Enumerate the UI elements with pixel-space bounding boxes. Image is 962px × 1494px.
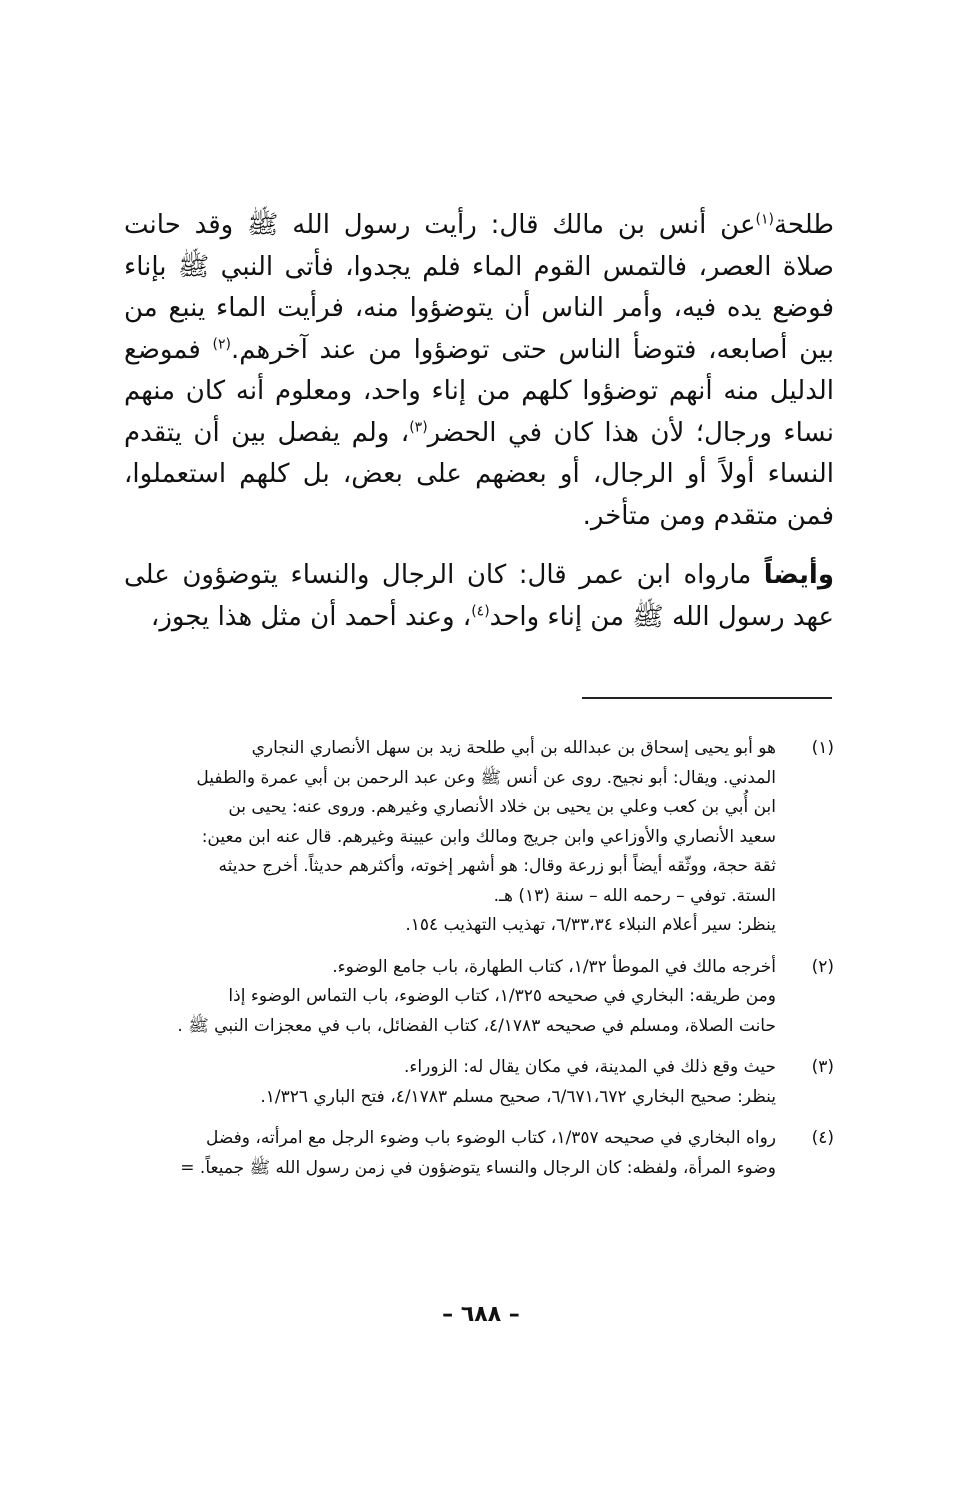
footnote-line: حانت الصلاة، ومسلم في صحيحه ٤/١٧٨٣، كتاب الفضائل، باب في معجزات النبي ﷺ . [177, 1015, 776, 1036]
footnote-line: ابن أُبي بن كعب وعلي بن يحيى بن خلاد الأنصاري وغيرهم. وروى عنه: يحيى بن [228, 797, 776, 817]
footnote-line: حيث وقع ذلك في المدينة، في مكان يقال له: الزوراء. [404, 1057, 776, 1077]
footnote-line: المدني. ويقال: أبو نجيح. روى عن أنس ﷺ وعن عبد الرحمن بن أبي عمرة والطفيل [196, 767, 776, 788]
footnote-separator [582, 697, 832, 699]
footnote-line: ومن طريقه: البخاري في صحيحه ١/٣٢٥، كتاب الوضوء، باب التماس الوضوء إذا [228, 986, 776, 1006]
footnote-2 [124, 953, 834, 1042]
lead-word: وأيضاً [763, 560, 834, 590]
footnotes [124, 734, 834, 1195]
footnote-number: (٤) [811, 1128, 834, 1148]
footnote-ref-4: (٤) [471, 602, 490, 619]
footnote-line: الستة. توفي – رحمه الله – سنة (١٣) هـ. [493, 885, 776, 906]
footnote-1 [124, 734, 834, 941]
footnote-line: ينظر: سير أعلام النبلاء ٦/٣٣،٣٤، تهذيب التهذيب ١٥٤. [405, 915, 776, 935]
footnote-number: (١) [811, 738, 834, 758]
footnote-line: هو أبو يحيى إسحاق بن عبدالله بن أبي طلحة زيد بن سهل الأنصاري النجاري [251, 738, 776, 758]
text-run: فموضع الدليل منه أنهم توضؤوا كلهم من إناء واحد، ومعلوم أنه كان منهم نساء ورجال؛ لأن هذا كان في الحضر [124, 334, 834, 448]
text-run: مارواه ابن عمر قال: كان الرجال والنساء يتوضؤون على عهد رسول الله ﷺ من إناء واحد [124, 560, 834, 632]
text-run: عن أنس بن مالك قال: رأيت رسول الله ﷺ وقد حانت صلاة العصر، فالتمس القوم الماء فلم يجدوا، فأتى النبي ﷺ بإناء فوضع يده فيه، وأمر الناس أن يتوضؤوا منه، فرأيت الماء ينبع من بين أصابعه، فتوضأ الناس حتى توضؤوا من عند آخرهم. [124, 210, 835, 365]
footnote-ref-2: (٢) [212, 335, 231, 352]
footnote-line: ينظر: صحيح البخاري ٦/٦٧١،٦٧٢، صحيح مسلم ٤/١٧٨٣، فتح الباري ١/٣٢٦. [260, 1086, 776, 1107]
page-number: – ٦٨٨ – [442, 1302, 520, 1327]
paragraph-2 [124, 555, 834, 638]
footnote-3 [124, 1053, 834, 1112]
footnote-line: ثقة حجة، ووثّقه أيضاً أبو زرعة وقال: هو أشهر إخوته، وأكثرهم حديثاً. أخرج حديثه [218, 856, 776, 876]
footnote-line: وضوء المرأة، ولفظه: كان الرجال والنساء يتوضؤون في زمن رسول الله ﷺ جميعاً. = [180, 1157, 776, 1178]
text-run: طلحة [773, 210, 834, 240]
footnote-4 [124, 1124, 834, 1183]
footnote-number: (٣) [811, 1057, 834, 1077]
footnote-line: أخرجه مالك في الموطأ ١/٣٢، كتاب الطهارة، باب جامع الوضوء. [332, 956, 776, 977]
footnote-line: سعيد الأنصاري والأوزاعي وابن جريج ومالك وابن عيينة وغيرهم. قال عنه ابن معين: [201, 826, 776, 847]
main-text [124, 205, 834, 638]
footnote-ref-3: (٣) [409, 418, 428, 435]
footnote-line: رواه البخاري في صحيحه ١/٣٥٧، كتاب الوضوء باب وضوء الرجل مع امرأته، وفضل [206, 1128, 776, 1148]
footnote-number: (٢) [811, 956, 834, 977]
text-run: ، ولم يفصل بين أن يتقدم النساء أولاً أو الرجال، أو بعضهم على بعض، بل كلهم استعملوا، فمن متقدم ومن متأخر. [124, 417, 834, 531]
text-run: ، وعند أحمد أن مثل هذا يجوز، [150, 601, 472, 632]
footnote-ref-1: (١) [755, 211, 774, 228]
paragraph-1 [124, 205, 834, 537]
